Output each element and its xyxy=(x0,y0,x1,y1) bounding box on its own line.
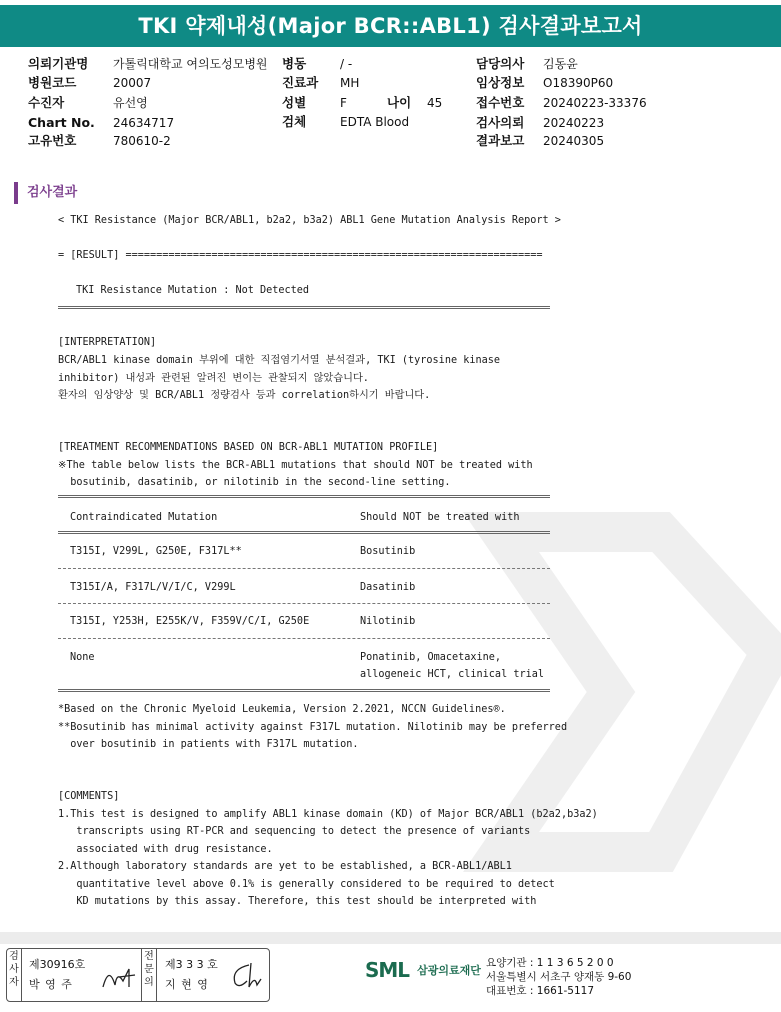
label-hospital-code: 병원코드 xyxy=(28,75,77,90)
value-receipt-no: 20240223-33376 xyxy=(543,96,647,110)
value-specimen: EDTA Blood xyxy=(340,115,410,129)
label-receipt-no: 접수번호 xyxy=(476,95,525,110)
table-row-drug-cont: allogeneic HCT, clinical trial xyxy=(360,669,545,680)
label-patient-name: 수진자 xyxy=(28,95,65,110)
table-row-mutation: None xyxy=(70,652,95,663)
result-header-line: = [RESULT] ==================================================================== xyxy=(58,250,543,261)
label-age: 나이 xyxy=(387,95,412,110)
comment-line: 2.Although laboratory standards are yet to be established, a BCR-ABL1/ABL1 xyxy=(58,861,512,872)
treatment-title: [TREATMENT RECOMMENDATIONS BASED ON BCR-ABL1 MUTATION PROFILE] xyxy=(58,442,439,453)
label-chart-no: Chart No. xyxy=(28,115,95,130)
value-report-date: 20240305 xyxy=(543,134,605,148)
interpretation-line: 환자의 임상양상 및 BCR/ABL1 정량검사 등과 correlation하시기 바랍니다. xyxy=(58,390,431,401)
value-chart-no: 24634717 xyxy=(113,116,175,130)
divider xyxy=(58,568,550,569)
specialist-license-no: 제3 3 3 호 xyxy=(165,958,218,971)
divider xyxy=(58,495,550,498)
label-department: 진료과 xyxy=(282,75,319,90)
value-clinical-info: O18390P60 xyxy=(543,76,614,90)
divider xyxy=(58,306,550,309)
interpretation-line: BCR/ABL1 kinase domain 부위에 대한 직접염기서열 분석결과, TKI (tyrosine kinase xyxy=(58,355,501,366)
sml-logo-mark: SML xyxy=(365,958,410,982)
comment-line: associated with drug resistance. xyxy=(58,844,273,855)
table-row-drug: Nilotinib xyxy=(360,616,416,627)
lab-info xyxy=(486,956,631,998)
footnote: over bosutinib in patients with F317L mutation. xyxy=(58,739,359,750)
footnote: **Bosutinib has minimal activity against F317L mutation. Nilotinib may be preferred xyxy=(58,722,568,733)
lab-code: 요양기관 : 1 1 3 6 5 2 0 0 xyxy=(486,957,614,969)
value-requesting-institution: 가톨릭대학교 여의도성모병원 xyxy=(113,57,268,71)
label-request-date: 검사의뢰 xyxy=(476,115,525,130)
divider xyxy=(58,603,550,604)
table-row-mutation: T315I, Y253H, E255K/V, F359V/C/I, G250E xyxy=(70,616,310,627)
report-title: TKI 약제내성(Major BCR::ABL1) 검사결과보고서 xyxy=(0,5,781,47)
value-department: MH xyxy=(340,76,360,90)
examiner-license-no: 제30916호 xyxy=(29,958,86,971)
comment-line: KD mutations by this assay. Therefore, this test should be interpreted with xyxy=(58,896,537,907)
table-row-mutation: T315I, V299L, G250E, F317L** xyxy=(70,546,242,557)
comment-line: quantitative level above 0.1% is generally considered to be required to detect xyxy=(58,879,555,890)
table-row-mutation: T315I/A, F317L/V/I/C, V299L xyxy=(70,582,236,593)
value-age: 45 xyxy=(427,96,443,110)
lab-name: 삼광의료재단 xyxy=(417,964,481,977)
lab-logo xyxy=(365,958,481,982)
signature-box xyxy=(6,948,270,1002)
label-clinical-info: 임상정보 xyxy=(476,75,525,90)
table-header-drug: Should NOT be treated with xyxy=(360,512,520,523)
label-requesting-institution: 의뢰기관명 xyxy=(28,56,89,71)
label-physician: 담당의사 xyxy=(476,56,525,71)
value-request-date: 20240223 xyxy=(543,116,605,130)
examiner-signature xyxy=(99,961,139,993)
divider xyxy=(58,638,550,639)
table-header-mutation: Contraindicated Mutation xyxy=(70,512,218,523)
comments-title: [COMMENTS] xyxy=(58,791,120,802)
specialist-label: 전문의 xyxy=(141,949,157,1001)
comment-line: transcripts using RT-PCR and sequencing to detect the presence of variants xyxy=(58,826,531,837)
result-text: TKI Resistance Mutation : Not Detected xyxy=(76,285,310,296)
value-unique-no: 780610-2 xyxy=(113,134,171,148)
footer-divider xyxy=(0,932,781,944)
label-sex: 성별 xyxy=(282,95,307,110)
label-unique-no: 고유번호 xyxy=(28,133,77,148)
label-ward: 병동 xyxy=(282,56,307,71)
lab-phone: 대표번호 : 1661-5117 xyxy=(486,985,595,997)
value-patient-name: 유선영 xyxy=(113,96,148,110)
label-report-date: 결과보고 xyxy=(476,133,525,148)
divider xyxy=(58,689,550,692)
specialist-name: 지 현 영 xyxy=(165,978,209,991)
treatment-note: bosutinib, dasatinib, or nilotinib in the second-line setting. xyxy=(58,477,451,488)
table-row-drug: Bosutinib xyxy=(360,546,416,557)
value-physician: 김동윤 xyxy=(543,57,578,71)
examiner-name: 박 영 주 xyxy=(29,978,73,991)
table-row-drug: Dasatinib xyxy=(360,582,416,593)
lab-address: 서울특별시 서초구 양재동 9-60 xyxy=(486,971,632,983)
value-hospital-code: 20007 xyxy=(113,76,152,90)
interpretation-title: [INTERPRETATION] xyxy=(58,337,157,348)
report-heading: < TKI Resistance (Major BCR/ABL1, b2a2, b3a2) ABL1 Gene Mutation Analysis Report > xyxy=(58,215,561,226)
value-ward: / - xyxy=(340,57,353,71)
divider xyxy=(58,531,550,534)
label-specimen: 검체 xyxy=(282,114,307,129)
footnote: *Based on the Chronic Myeloid Leukemia, Version 2.2021, NCCN Guidelines®. xyxy=(58,704,506,715)
section-title-results: 검사결과 xyxy=(14,182,77,204)
comment-line: 1.This test is designed to amplify ABL1 kinase domain (KD) of Major BCR/ABL1 (b2a2,b3a2) xyxy=(58,809,598,820)
treatment-note: ※The table below lists the BCR-ABL1 mutations that should NOT be treated with xyxy=(58,460,533,471)
interpretation-line: inhibitor) 내성과 관련된 알려진 변이는 관찰되지 않았습니다. xyxy=(58,373,369,384)
table-row-drug: Ponatinib, Omacetaxine, xyxy=(360,652,502,663)
value-sex: F xyxy=(340,96,347,110)
examiner-label: 검사자 xyxy=(7,949,22,1001)
specialist-signature xyxy=(227,959,267,993)
